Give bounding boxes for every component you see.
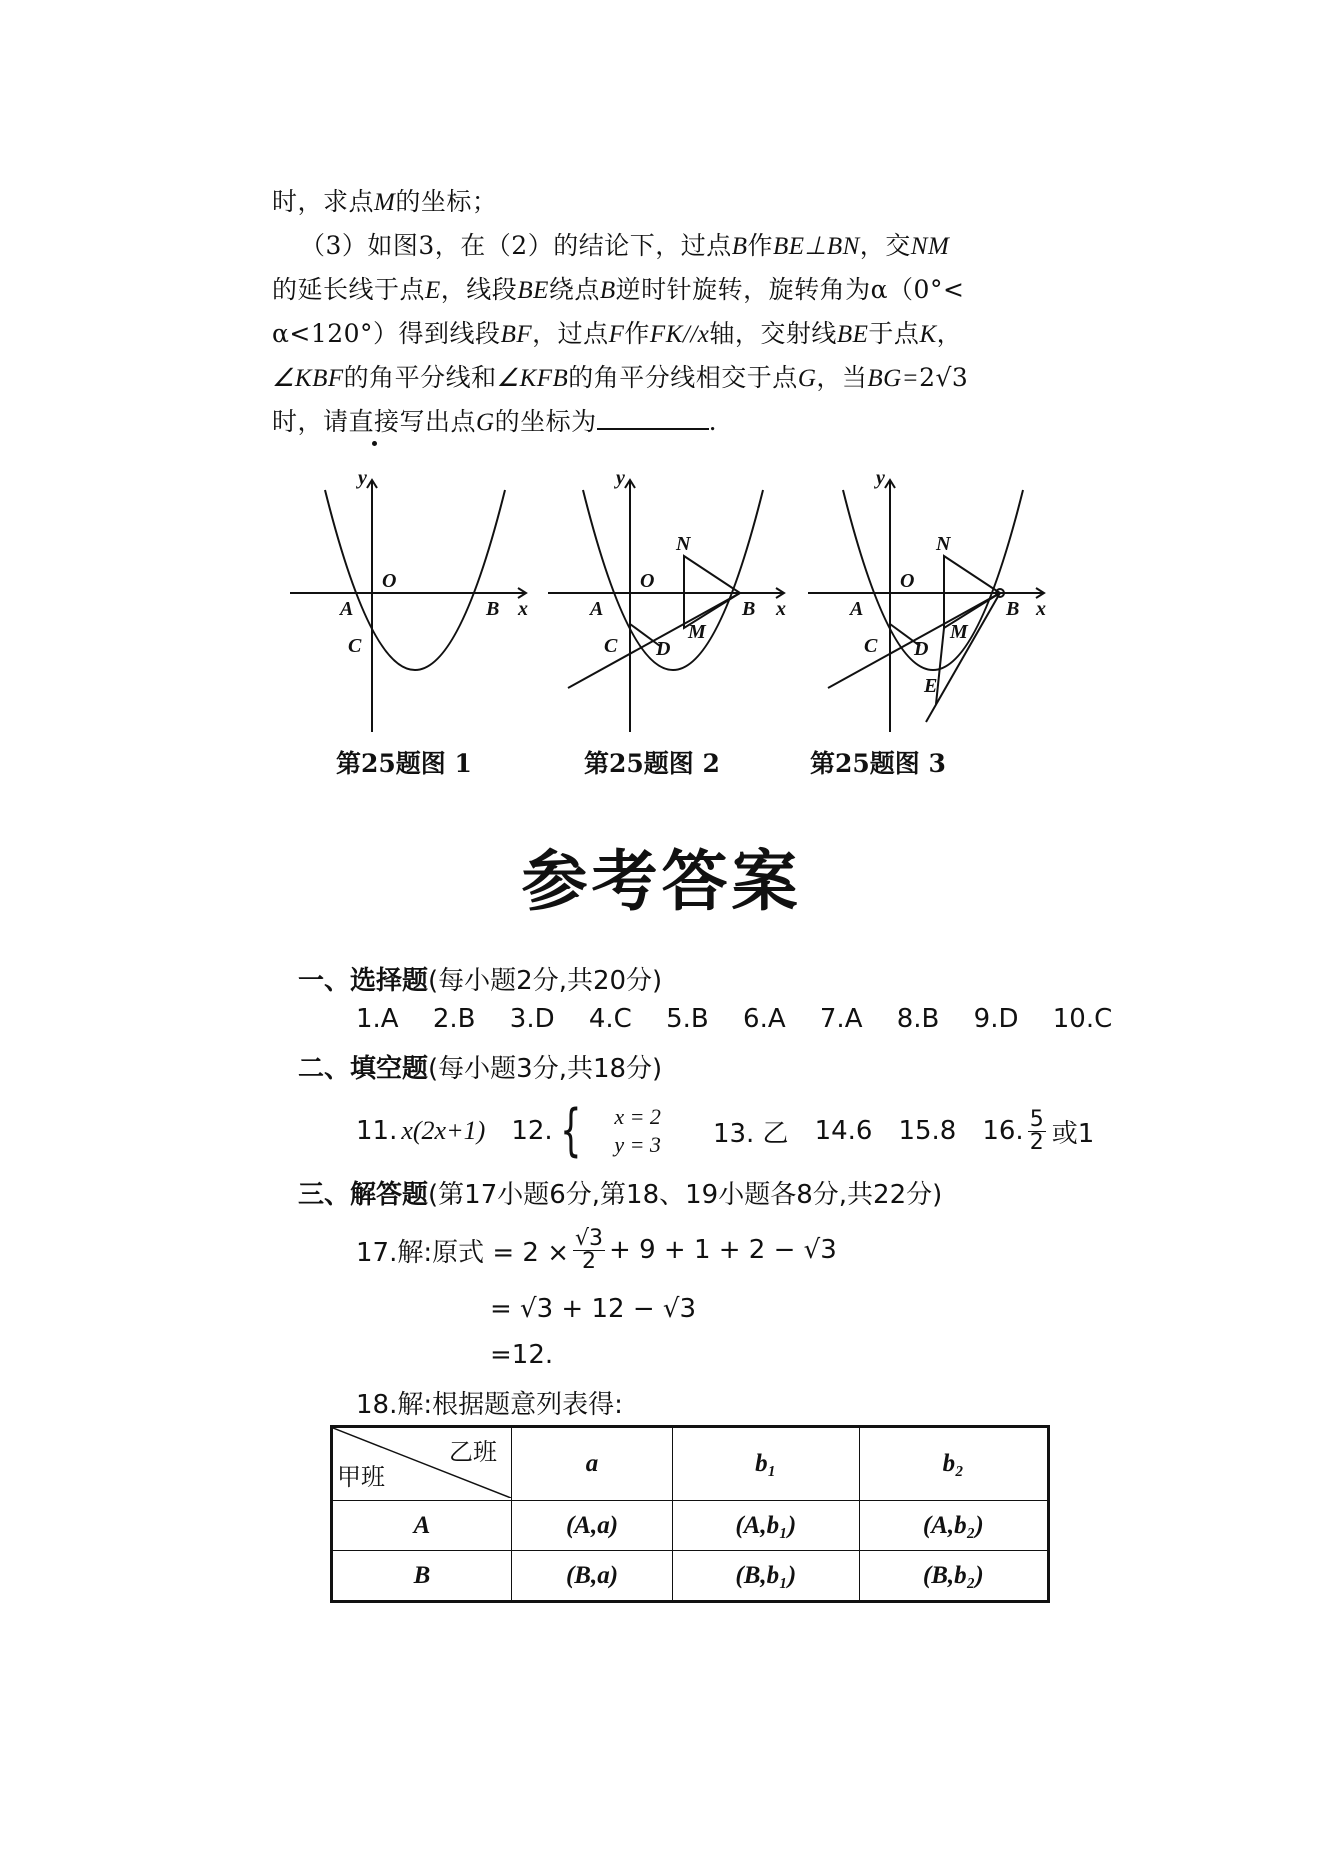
label-C: C [864,635,878,657]
label-D: D [914,638,929,660]
label-M: M [688,621,706,643]
label-y: y [358,467,367,489]
var-F: F [608,321,625,348]
table-cell: (A,a) [512,1501,673,1551]
corner-col-label: 乙班 [449,1438,497,1466]
q17-line-2: = √3 + 12 − √3 [490,1294,696,1324]
section-2-title: 二、填空题 [298,1054,429,1084]
q13-answer: 13. 乙 [712,1118,789,1149]
label-N: N [676,533,691,555]
text: （3）如图3，在（2）的结论下，过点 [300,231,732,260]
figure-1-svg [290,467,530,740]
text: ， [936,319,963,348]
problem-line-4 [272,312,962,357]
q17-numerator: √3 [575,1225,604,1251]
q11-label: 11. [356,1116,398,1146]
text: 写出点 [399,407,477,436]
label-O: O [640,570,655,592]
var-E: E [425,277,441,304]
q12-equations [614,1103,661,1159]
var-BF: BF [500,321,533,348]
problem-line-1 [272,180,497,225]
label-A: A [340,598,354,620]
q17-fraction [573,1225,605,1274]
q16-fraction [1028,1106,1046,1155]
brace-icon: { [559,1098,582,1163]
q16-denominator: 2 [1029,1129,1044,1155]
q15-answer: 15.8 [898,1116,957,1146]
text: 时，求点 [272,187,375,216]
q17-tail: + 9 + 1 + 2 − √3 [609,1235,837,1265]
mc-answers [356,1004,1138,1034]
label-A: A [590,598,604,620]
var-G: G [797,365,817,392]
mc-answer: 6.A [743,1004,786,1034]
text: 轴，交射线 [709,319,837,348]
label-B: B [486,598,500,620]
var-FK: FK//x [649,321,710,348]
label-A: A [850,598,864,620]
section-2-heading [298,1048,662,1085]
text: 的角平分线和 [343,363,497,392]
var-BE: BE [836,321,869,348]
label-B: B [742,598,756,620]
label-O: O [900,570,915,592]
var-M: M [374,189,396,216]
figure-2-caption: 第25题图 2 [584,749,720,778]
text: 的坐标为 [494,407,597,436]
table-col-header: b₁ [673,1427,860,1501]
label-B: B [1006,598,1020,620]
q16-label: 16. [982,1116,1024,1146]
mc-answer: 9.D [973,1004,1019,1034]
text: . [708,407,718,436]
q17-line-1 [356,1222,863,1278]
answer-blank [597,404,709,430]
text: 作 [747,231,774,260]
label-O: O [382,570,397,592]
table-cell: (A,b₂) [859,1501,1048,1551]
label-x: x [1036,598,1046,620]
section-3-heading [298,1174,942,1211]
var-K: K [919,321,937,348]
section-1-title: 一、选择题 [298,966,429,996]
table-cell: (B,a) [512,1551,673,1602]
q16-tail: 或1 [1051,1118,1095,1149]
var-BE-BN: BE⊥BN [773,233,860,260]
text: 作 [624,319,650,348]
q12-system [553,1098,687,1163]
mc-answer: 7.A [819,1004,863,1034]
q11-answer: x(2x+1) [401,1116,486,1145]
text: 于点 [868,319,920,348]
outcome-table [330,1425,1050,1603]
label-y: y [876,467,885,489]
table-cell: (B,b₁) [673,1551,860,1602]
text: ，线段 [440,275,518,304]
q17-denominator: 2 [582,1248,597,1274]
mc-answer: 1.A [356,1004,399,1034]
emphasis-dots: 直接 [348,407,400,436]
var-BE: BE [517,277,549,304]
mc-answer: 3.D [509,1004,555,1034]
text: ，过点 [532,319,609,348]
q12-label: 12. [511,1116,553,1146]
answers-title: 参考答案 [521,843,802,920]
problem-line-2 [300,224,949,269]
table-cell: (A,b₁) [673,1501,860,1551]
problem-line-3 [272,268,964,313]
table-cell: (B,b₂) [859,1551,1048,1602]
label-y: y [616,467,625,489]
figure-3-svg [808,467,1048,740]
q14-answer: 14.6 [814,1116,873,1146]
figure-1-caption: 第25题图 1 [336,749,472,778]
table-row [332,1551,1049,1602]
table-row [332,1501,1049,1551]
text: 的延长线于点 [272,275,426,304]
problem-line-5 [272,356,968,401]
mc-answer: 4.C [588,1004,632,1034]
text: 的坐标； [395,187,498,216]
section-1-heading [298,960,662,997]
text: α<120°）得到线段 [272,319,501,348]
section-1-note: (每小题2分,共20分) [428,966,663,996]
figure-2 [548,467,788,744]
angle-KBF: ∠KBF [272,365,344,392]
q17-label: 17.解:原式 = 2 × [356,1237,570,1268]
section-3-note: (第17小题6分,第18、19小题各8分,共22分) [428,1180,943,1210]
text: ，交 [859,231,911,260]
label-N: N [936,533,951,555]
table-header-row [332,1427,1049,1501]
fill-answers [356,1096,1120,1166]
var-NM: NM [910,233,950,260]
var-G: G [476,409,495,436]
mc-answer: 10.C [1052,1004,1113,1034]
label-E: E [924,675,938,697]
label-x: x [518,598,528,620]
mc-answer: 5.B [666,1004,709,1034]
q18-label: 18.解:根据题意列表得: [356,1390,623,1420]
var-BG: BG= [867,365,920,392]
section-3-title: 三、解答题 [298,1180,429,1210]
text: 时，请 [272,407,349,436]
table-col-header: b₂ [859,1427,1048,1501]
value-2-root-3: 2√3 [919,363,969,392]
section-2-note: (每小题3分,共18分) [428,1054,663,1084]
table-row-header: B [332,1551,512,1602]
var-B: B [731,233,748,260]
q17-line-3: =12. [490,1340,554,1370]
figure-1 [290,467,530,744]
q16-numerator: 5 [1029,1106,1044,1132]
angle-KFB: ∠KFB [496,365,569,392]
text: 的角平分线相交于点 [568,363,798,392]
label-D: D [656,638,671,660]
var-B: B [599,277,616,304]
label-C: C [348,635,362,657]
table-row-header: A [332,1501,512,1551]
corner-row-label: 甲班 [337,1463,385,1491]
q12-eq1: x = 2 [614,1104,661,1129]
figure-3-caption: 第25题图 3 [810,749,946,778]
text: ，当 [816,363,868,392]
text: 绕点 [548,275,600,304]
mc-answer: 8.B [896,1004,940,1034]
label-x: x [776,598,786,620]
label-M: M [950,621,968,643]
table-corner-cell [332,1427,512,1501]
mc-answer: 2.B [432,1004,476,1034]
label-C: C [604,635,618,657]
problem-line-6 [272,400,717,445]
text: 逆时针旋转，旋转角为α（0°< [615,275,965,304]
table-col-header: a [512,1427,673,1501]
figure-2-svg [548,467,788,740]
figure-3 [808,467,1048,744]
q12-eq2: y = 3 [614,1132,661,1157]
